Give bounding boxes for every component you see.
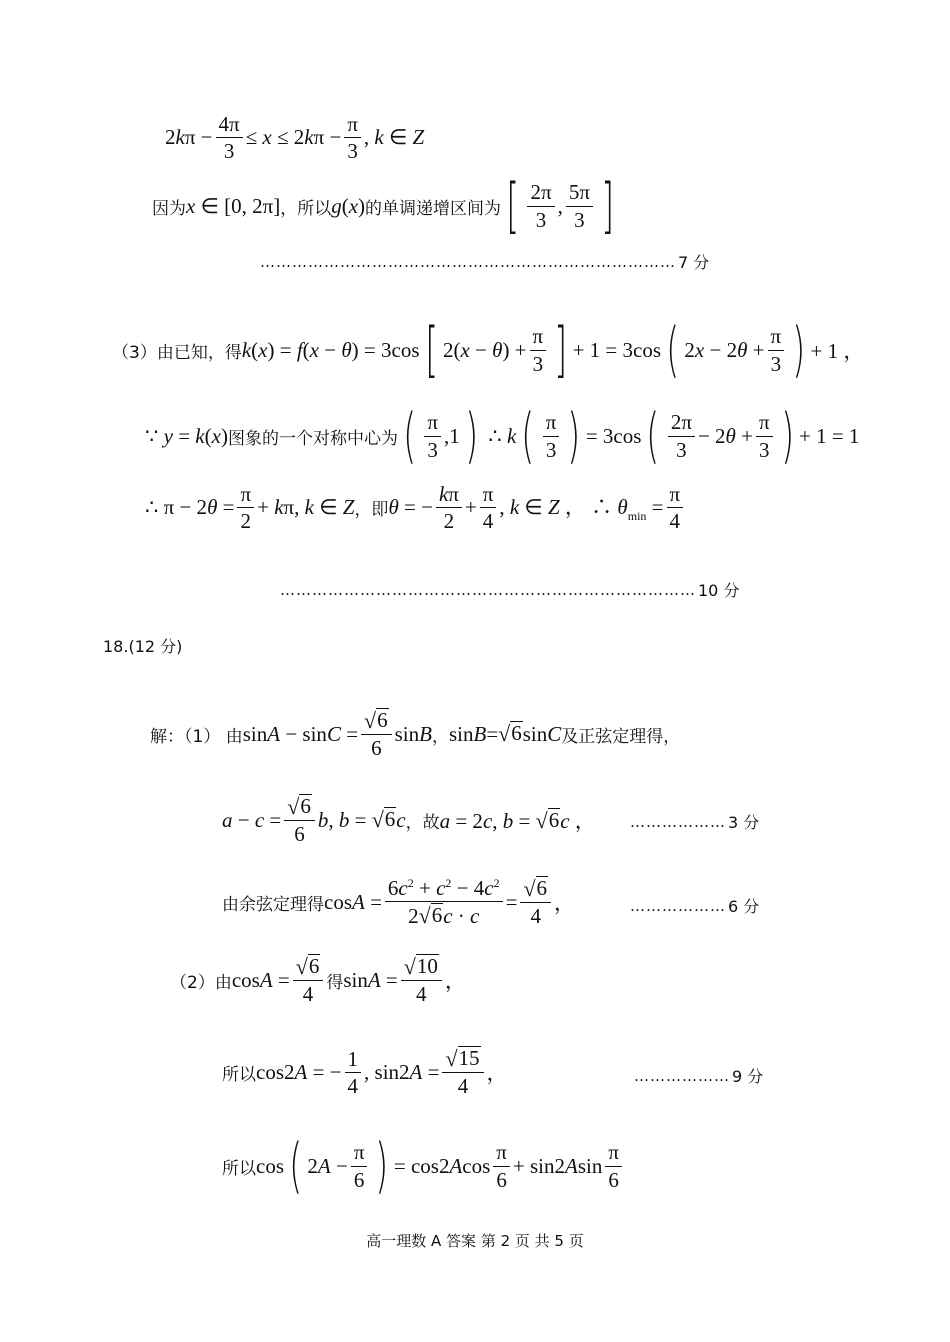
side-relation-line: a − c = √ 6 6 b, b = √ 6 c ，故 a = 2c, b = √ 6 c ，: [222, 794, 596, 847]
score-7: …………………………………………………………………… 7 分: [260, 252, 710, 272]
score-10: …………………………………………………………………… 10 分: [280, 580, 740, 600]
symmetry-center-line: ∵ y = k(x) 图象的一个对称中心为 ( $\frac{\pi}{3}$ ,1 ) ∴ k ( $\frac{\pi}{3}$ ) = 3cos ( $\frac{2\pi}{3}$ − 2θ + $\frac{\pi}{3}$ ) + 1 = 1: [145, 401, 860, 471]
question-18-header: 18.(12 分): [103, 637, 183, 656]
solution-line-1: 解：（1） 由 sinA − sinC = √ 6 6 sinB ， sinB= √ 6 sinC 及正弦定理得，: [150, 708, 681, 761]
score-6: ……………… 6 分: [630, 896, 760, 916]
score-3: ……………… 3 分: [630, 812, 760, 832]
cosine-rule-line: 由余弦定理得 cosA = $6c^2 + c^2 - 4c^2$ 2 √ 6 c · c = √ 6 4 ，: [222, 876, 576, 929]
double-angle-line: 所以 cos2A = − $\frac{1}{4}$ , sin2A = √ 15 4 ，: [222, 1046, 508, 1099]
theta-line: ∴ π − 2θ = $\frac{\pi}{2}$ + kπ, k ∈ Z ，即 θ = − $\frac{k\pi}{2}$ + $\frac{\pi}{4}$ , k ∈ Z ， ∴ $\theta_{min}$ = $\frac{\pi}{4}$: [145, 482, 686, 533]
score-9: ……………… 9 分: [634, 1066, 764, 1086]
increasing-interval-line: 因为 x ∈ [0, 2π] ，所以 g(x) 的单调递增区间为 [ $\frac{2\pi}{3}$ , $\frac{5\pi}{3}$ ]: [152, 171, 615, 241]
page-footer: 高一理数 A 答案 第 2 页 共 5 页: [366, 1232, 584, 1250]
part3-line: （3）由已知，得 k(x) = f(x − θ) = 3cos [ 2(x − θ) + $\frac{\pi}{3}$ ] + 1 = 3cos ( 2x − 2θ + $\frac{\pi}{3}$ ) + 1 ，: [112, 315, 865, 385]
inequality-line: 2kπ − $\frac{4\pi}{3}$ ≤ x ≤ 2kπ − $\frac{\pi}{3}$ , k ∈ Z: [165, 112, 425, 164]
part2-line: （2）由 cosA = √ 6 4 得 sinA = √ 10 4 ，: [170, 954, 466, 1007]
angle-difference-line: 所以 cos ( 2A − $\frac{\pi}{6}$ ) = cos2Acos $\frac{\pi}{6}$ + sin2Asin $\frac{\pi}{6}$: [222, 1136, 625, 1196]
